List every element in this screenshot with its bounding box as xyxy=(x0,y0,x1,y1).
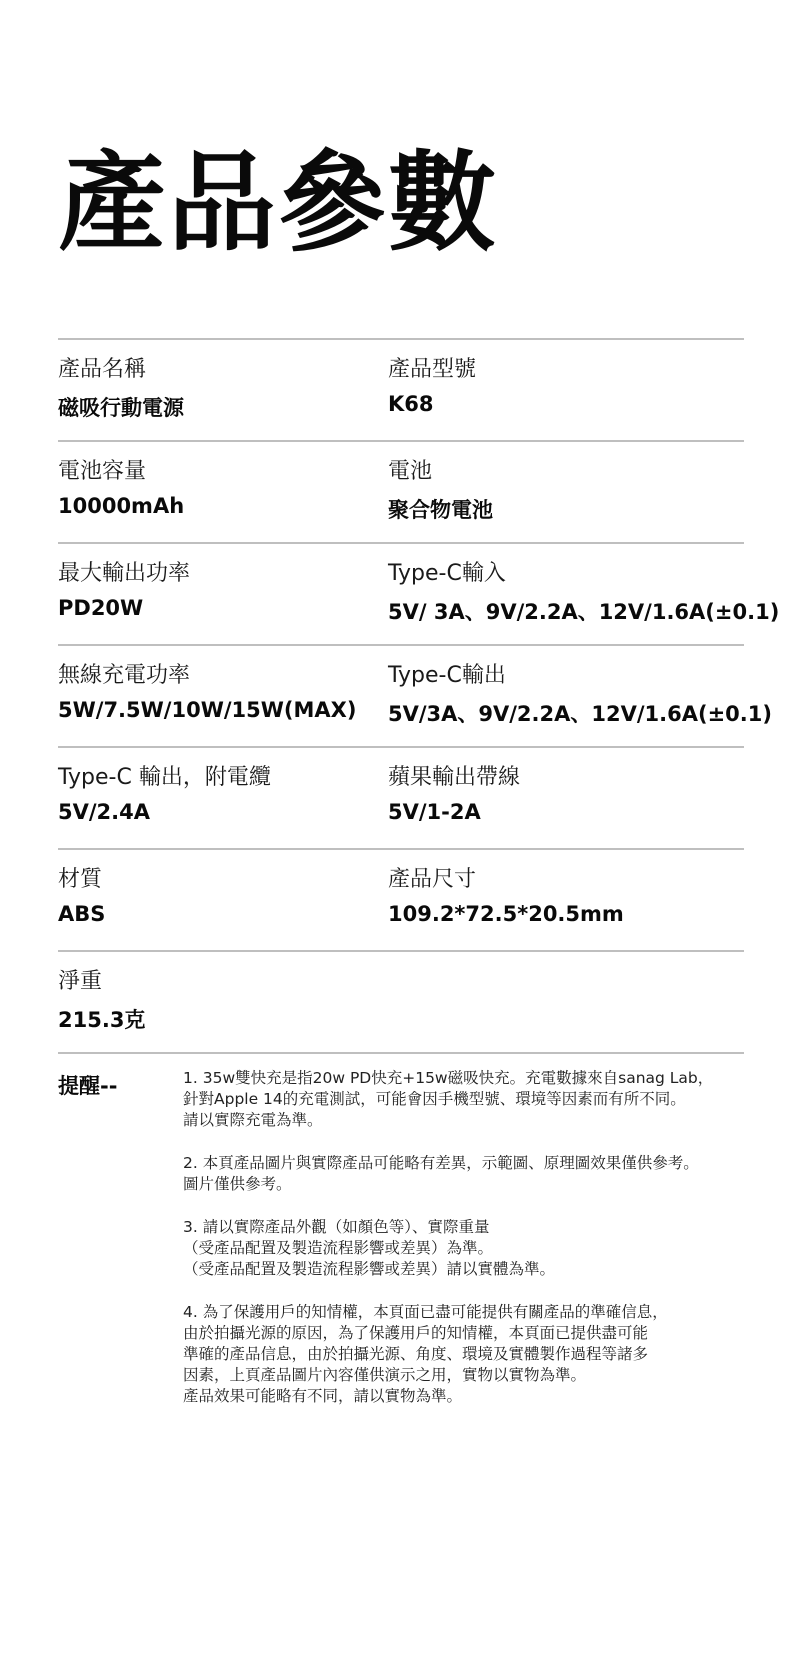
spec-row xyxy=(58,746,744,848)
note-line: 請以實際充電為準。 xyxy=(183,1111,323,1129)
note-line: 4. 為了保護用戶的知情權，本頁面已盡可能提供有關產品的準確信息， xyxy=(183,1303,668,1321)
spec-value: PD20W xyxy=(58,596,144,620)
spec-row xyxy=(58,440,744,542)
reminder-notes xyxy=(183,1068,743,1429)
note-line: 圖片僅供參考。 xyxy=(183,1175,292,1193)
spec-label: 電池容量 xyxy=(58,459,147,484)
spec-label: Type-C輸入 xyxy=(388,561,506,586)
spec-label: 產品名稱 xyxy=(58,357,147,382)
spec-row xyxy=(58,950,744,1054)
spec-value: 5V/2.4A xyxy=(58,800,150,824)
spec-value: K68 xyxy=(388,392,434,416)
spec-label: 淨重 xyxy=(58,969,103,994)
note-line: 2. 本頁產品圖片與實際產品可能略有差異，示範圖、原理圖效果僅供參考。 xyxy=(183,1154,699,1172)
spec-label: 無線充電功率 xyxy=(58,663,191,688)
spec-value: 5V/1-2A xyxy=(388,800,481,824)
note-line: 由於拍攝光源的原因，為了保護用戶的知情權，本頁面已提供盡可能 xyxy=(183,1324,649,1342)
spec-value: 215.3克 xyxy=(58,1008,146,1032)
spec-label: 電池 xyxy=(388,459,433,484)
page-title: 產品參數 xyxy=(58,141,499,266)
spec-table xyxy=(58,338,780,1054)
spec-label: 材質 xyxy=(58,867,103,892)
note-line: （受產品配置及製造流程影響或差異）請以實體為準。 xyxy=(183,1260,556,1278)
spec-row xyxy=(58,338,744,440)
spec-row xyxy=(58,644,772,746)
spec-label: 產品型號 xyxy=(388,357,477,382)
note-item xyxy=(183,1068,743,1131)
spec-value: 5V/ 3A、9V/2.2A、12V/1.6A(±0.1) xyxy=(388,600,780,624)
spec-value: 磁吸行動電源 xyxy=(58,396,184,420)
reminder-label: 提醒-- xyxy=(58,1074,118,1098)
spec-label: 最大輸出功率 xyxy=(58,561,191,586)
spec-value: 109.2*72.5*20.5mm xyxy=(388,902,624,926)
spec-value: 10000mAh xyxy=(58,494,185,518)
note-line: 針對Apple 14的充電測試，可能會因手機型號、環境等因素而有所不同。 xyxy=(183,1090,686,1108)
note-line: 產品效果可能略有不同，請以實物為準。 xyxy=(183,1387,463,1405)
spec-label: 產品尺寸 xyxy=(388,867,477,892)
note-line: 3. 請以實際產品外觀（如顏色等）、實際重量 xyxy=(183,1218,490,1236)
spec-value: 聚合物電池 xyxy=(388,498,493,522)
note-item xyxy=(183,1153,743,1195)
spec-value: 5V/3A、9V/2.2A、12V/1.6A(±0.1) xyxy=(388,702,772,726)
spec-row xyxy=(58,542,780,644)
spec-value: 5W/7.5W/10W/15W(MAX) xyxy=(58,698,357,722)
note-line: 1. 35w雙快充是指20w PD快充+15w磁吸快充。充電數據來自sanag Lab， xyxy=(183,1069,714,1087)
note-line: 準確的產品信息，由於拍攝光源、角度、環境及實體製作過程等諸多 xyxy=(183,1345,649,1363)
spec-label: Type-C 輸出，附電纜 xyxy=(58,765,271,790)
note-line: 因素，上頁產品圖片內容僅供演示之用，實物以實物為準。 xyxy=(183,1366,587,1384)
spec-label: 蘋果輸出帶線 xyxy=(388,765,521,790)
note-line: （受產品配置及製造流程影響或差異）為準。 xyxy=(183,1239,494,1257)
note-item xyxy=(183,1302,743,1407)
spec-row xyxy=(58,848,744,950)
note-item xyxy=(183,1217,743,1280)
spec-value: ABS xyxy=(58,902,106,926)
spec-label: Type-C輸出 xyxy=(388,663,506,688)
